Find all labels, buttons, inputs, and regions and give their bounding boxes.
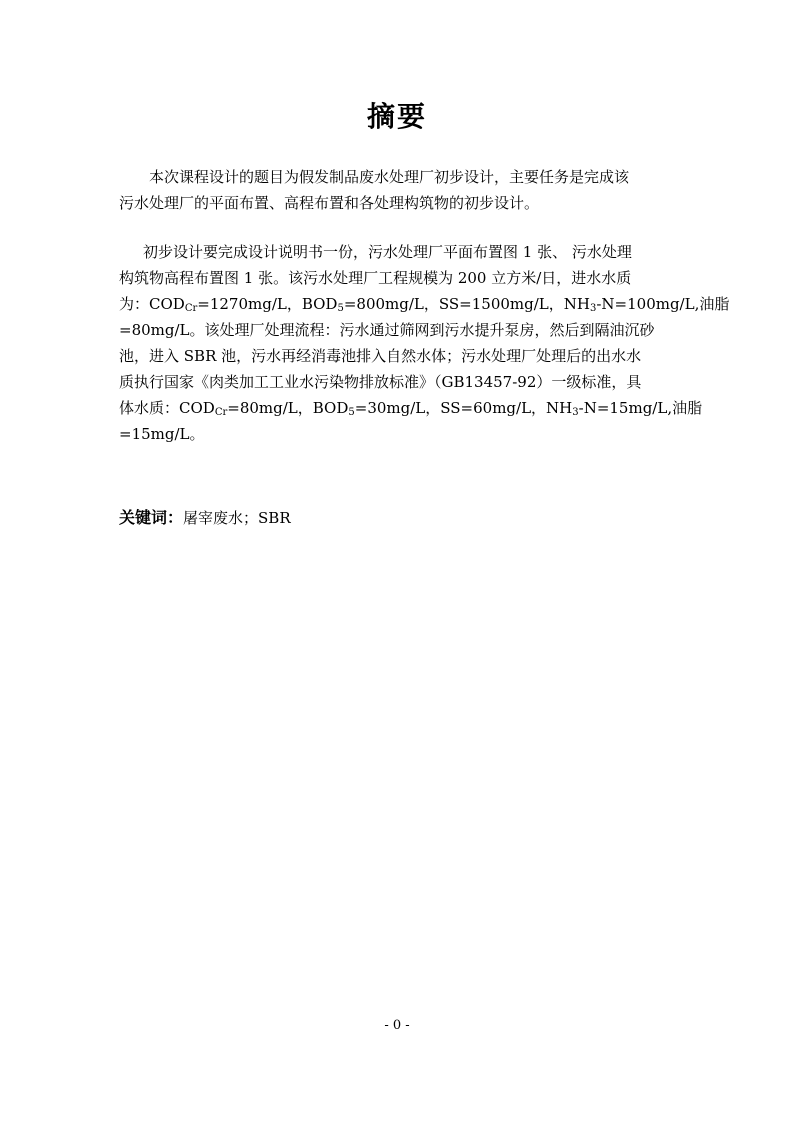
keywords bbox=[119, 505, 291, 531]
abstract-paragraph-2 bbox=[119, 239, 730, 447]
subscript: 3 bbox=[589, 303, 597, 314]
paragraph-line-influent-quality bbox=[119, 291, 730, 317]
abstract-paragraph-1 bbox=[119, 164, 676, 216]
paragraph-line: 池，进入 SBR 池，污水再经消毒池排入自然水体；污水处理厂处理后的出水水 bbox=[119, 347, 642, 365]
page-number: - 0 - bbox=[384, 1018, 410, 1033]
paragraph-line: 初步设计要完成设计说明书一份，污水处理厂平面布置图 1 张、 污水处理 bbox=[143, 243, 632, 261]
text-run: -N=15mg/L,油脂 bbox=[578, 399, 703, 417]
text-run: 为：COD bbox=[119, 295, 185, 313]
text-run: -N=100mg/L,油脂 bbox=[596, 295, 730, 313]
paragraph-line: 质执行国家《肉类加工工业水污染物排放标准》（GB13457-92）一级标准，具 bbox=[119, 373, 642, 391]
text-run: =30mg/L，SS=60mg/L，NH bbox=[354, 399, 573, 417]
paragraph-line: 污水处理厂的平面布置、高程布置和各处理构筑物的初步设计。 bbox=[119, 194, 540, 212]
keywords-label: 关键词： bbox=[119, 508, 184, 527]
text-run: =1270mg/L，BOD bbox=[197, 295, 338, 313]
subscript: 5 bbox=[337, 303, 344, 314]
paragraph-line-effluent-quality bbox=[119, 395, 703, 421]
text-run: 体水质：COD bbox=[119, 399, 215, 417]
text-run: =80mg/L，BOD bbox=[227, 399, 349, 417]
paragraph-line: 构筑物高程布置图 1 张。该污水处理厂工程规模为 200 立方米/日，进水水质 bbox=[119, 269, 632, 287]
subscript: Cr bbox=[214, 407, 228, 418]
paragraph-line: =80mg/L。该处理厂处理流程：污水通过筛网到污水提升泵房，然后到隔油沉砂 bbox=[119, 321, 655, 339]
page-title: 摘要 bbox=[366, 100, 427, 133]
paragraph-line: 本次课程设计的题目为假发制品废水处理厂初步设计，主要任务是完成该 bbox=[149, 168, 630, 186]
subscript: Cr bbox=[184, 303, 198, 314]
paragraph-line: =15mg/L。 bbox=[119, 425, 205, 443]
subscript: 5 bbox=[348, 407, 355, 418]
subscript: 3 bbox=[572, 407, 579, 418]
text-run: =800mg/L，SS=1500mg/L，NH bbox=[343, 295, 590, 313]
keywords-value: 屠宰废水；SBR bbox=[183, 509, 291, 527]
